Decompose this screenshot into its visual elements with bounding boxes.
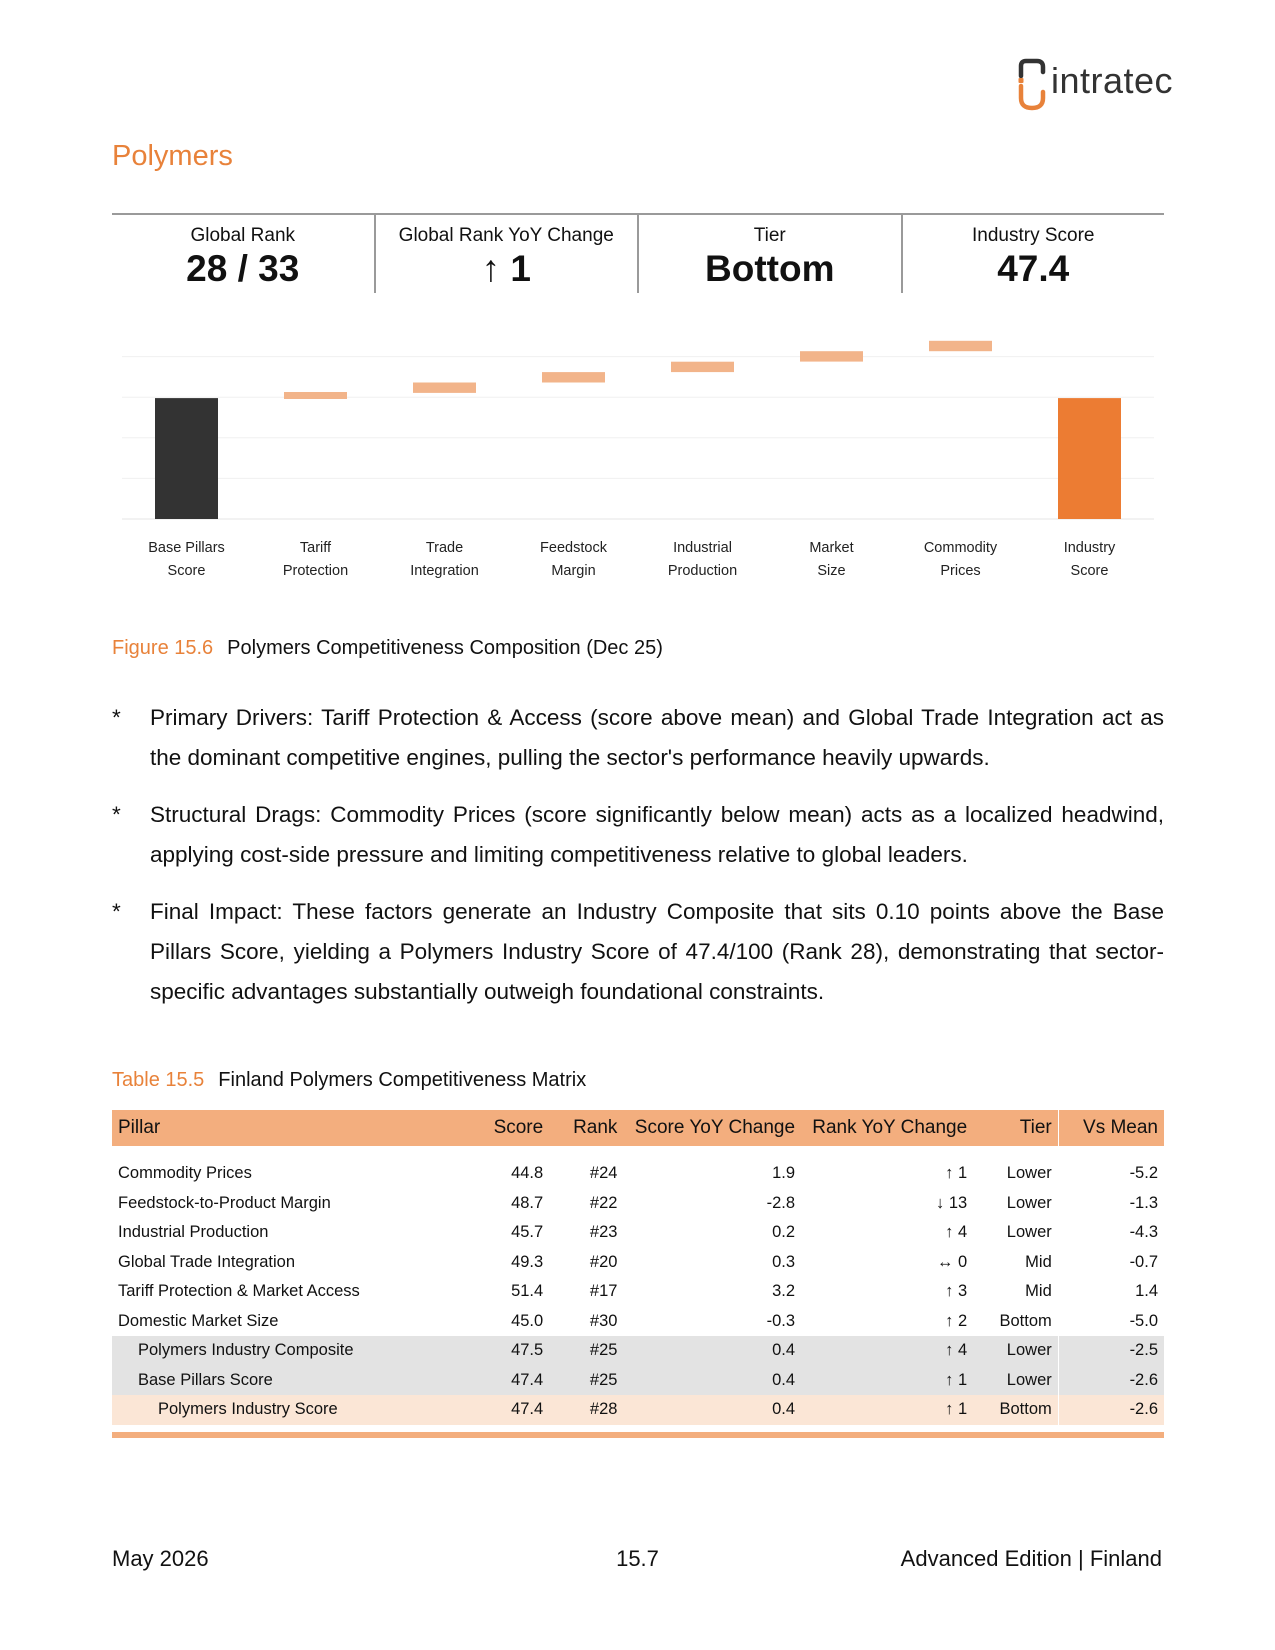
chart-category-label (668, 540, 737, 579)
cell-score-yoy: 3.2 (772, 1282, 796, 1301)
cell-tier: Bottom (973, 1395, 1058, 1425)
chart-step-bar (671, 362, 734, 372)
kpi-label: Tier (753, 225, 786, 246)
table-row-final-score (112, 1395, 1164, 1425)
cell-score-yoy: 0.4 (623, 1336, 801, 1366)
cell-vs-mean: -2.6 (1058, 1366, 1164, 1396)
cell-rank-yoy: ↑ 1 (801, 1395, 973, 1425)
chart-category-label (809, 540, 853, 579)
cell-score-yoy: 0.2 (772, 1223, 796, 1242)
logo-wordmark: intratec (1051, 60, 1174, 101)
cell-score-yoy: 0.3 (772, 1252, 796, 1271)
cell-tier: Lower (1006, 1223, 1052, 1242)
cell-pillar: Polymers Industry Score (112, 1395, 465, 1425)
cell-score: 45.7 (511, 1223, 544, 1242)
cell-vs-mean: -5.0 (1129, 1311, 1158, 1330)
section-title: Polymers (112, 140, 233, 172)
cell-tier: Bottom (999, 1311, 1052, 1330)
column-header: Pillar (118, 1117, 161, 1138)
kpi-global-rank (112, 215, 374, 293)
column-header: Score (493, 1117, 544, 1138)
kpi-label: Industry Score (972, 225, 1095, 246)
column-header: Rank YoY Change (812, 1117, 968, 1138)
cell-score-yoy: 0.4 (623, 1366, 801, 1396)
cell-score: 51.4 (511, 1282, 544, 1301)
chart-category-label (540, 540, 608, 579)
chart-category-label-line: Market (809, 540, 854, 556)
cell-pillar: Tariff Protection & Market Access (118, 1282, 360, 1301)
chart-category-label-line: Base Pillars (148, 540, 225, 556)
cell-tier: Mid (1025, 1252, 1052, 1271)
cell-score-yoy: -2.8 (766, 1193, 796, 1212)
bullet-marker: * (112, 802, 121, 827)
chart-category-label-line: Industrial (673, 540, 732, 556)
cell-score: 45.0 (511, 1311, 544, 1330)
chart-category-label-line: Production (667, 563, 738, 579)
cell-vs-mean: 1.4 (1135, 1282, 1158, 1301)
table-row (112, 1248, 1164, 1278)
kpi-value: ↑ 1 (481, 248, 531, 289)
kpi-industry-score (901, 215, 1165, 293)
cell-score: 48.7 (511, 1193, 544, 1212)
table-header-row (112, 1110, 1164, 1146)
footer-page-number: 15.7 (616, 1546, 659, 1571)
chart-category-label-line: Margin (551, 563, 596, 579)
waterfall-chart (112, 320, 1164, 610)
kpi-rank-yoy-change (374, 215, 638, 293)
chart-category-label-line: Score (167, 563, 206, 579)
table-number: Table 15.5 (112, 1069, 205, 1091)
chart-step-bar (284, 392, 347, 399)
bullet-marker: * (112, 899, 121, 924)
kpi-tier (637, 215, 901, 293)
cell-rank-yoy: ↑ 1 (801, 1366, 973, 1396)
cell-rank: #22 (589, 1193, 618, 1212)
bullet-item (112, 795, 1164, 875)
table-row-composite (112, 1336, 1164, 1366)
footer-date: May 2026 (112, 1546, 209, 1571)
table-bottom-rule (112, 1432, 1164, 1438)
cell-score: 47.4 (465, 1366, 550, 1396)
chart-category-label-line: Trade (425, 540, 464, 556)
chart-step-bar (413, 383, 476, 393)
bullet-text: Final Impact: These factors generate an Industry Composite that sits 0.10 points above the Base Pillars Score, yielding a Polymers Industry Score of 47.4/100 (Rank 28), demonstrating that sector-specific advantages substantially outweigh foundational constraints. (150, 899, 1164, 1004)
cell-rank: #25 (549, 1336, 623, 1366)
logo-mark-icon (1017, 58, 1053, 114)
cell-rank: #28 (549, 1395, 623, 1425)
cell-rank: #24 (589, 1164, 618, 1183)
figure-title: Polymers Competitiveness Composition (Dec 25) (227, 637, 663, 659)
chart-step-bar (800, 351, 863, 361)
figure-number: Figure 15.6 (112, 637, 214, 659)
kpi-value: 28 / 33 (186, 248, 300, 289)
bullet-list (112, 698, 1164, 1029)
table-row (112, 1189, 1164, 1219)
cell-rank: #20 (589, 1252, 618, 1271)
cell-rank-yoy: ↔ 0 (936, 1252, 968, 1271)
chart-category-label-line: Integration (410, 563, 479, 579)
table-row (112, 1159, 1164, 1189)
column-header: Score YoY Change (634, 1117, 796, 1138)
kpi-strip (112, 213, 1164, 293)
cell-vs-mean: -0.7 (1129, 1252, 1158, 1271)
table-row (112, 1277, 1164, 1307)
table-caption (112, 1069, 586, 1092)
kpi-value: Bottom (705, 248, 835, 289)
bullet-text: Primary Drivers: Tariff Protection & Access (score above mean) and Global Trade Integration act as the dominant competitive engines, pulling the sector's performance heavily upwards. (150, 705, 1164, 770)
column-header: Tier (1019, 1117, 1052, 1138)
cell-pillar: Commodity Prices (118, 1164, 252, 1183)
cell-tier: Lower (1006, 1164, 1052, 1183)
table-row (112, 1218, 1164, 1248)
table-title: Finland Polymers Competitiveness Matrix (218, 1069, 587, 1091)
cell-rank: #23 (589, 1223, 618, 1242)
kpi-label: Global Rank YoY Change (398, 225, 614, 246)
chart-step-bar (929, 341, 992, 351)
cell-rank: #30 (589, 1311, 618, 1330)
cell-rank-yoy: ↑ 4 (945, 1223, 968, 1242)
cell-rank-yoy: ↑ 1 (945, 1164, 968, 1183)
cell-pillar: Domestic Market Size (118, 1311, 279, 1330)
cell-pillar: Base Pillars Score (112, 1366, 465, 1396)
cell-score: 47.4 (465, 1395, 550, 1425)
cell-pillar: Global Trade Integration (118, 1252, 296, 1271)
chart-category-label (283, 540, 348, 579)
cell-rank: #17 (589, 1282, 618, 1301)
column-header: Vs Mean (1058, 1110, 1164, 1146)
chart-category-label-line: Size (817, 563, 846, 579)
bullet-item (112, 892, 1164, 1012)
cell-vs-mean: -2.5 (1058, 1336, 1164, 1366)
cell-rank-yoy: ↑ 3 (945, 1282, 968, 1301)
cell-tier: Lower (973, 1336, 1058, 1366)
cell-rank-yoy: ↑ 2 (945, 1311, 968, 1330)
chart-category-label-line: Commodity (923, 540, 998, 556)
chart-category-label (924, 540, 998, 579)
chart-category-label-line: Industry (1063, 540, 1116, 556)
chart-category-label (410, 540, 479, 579)
cell-score: 44.8 (511, 1164, 544, 1183)
cell-vs-mean: -4.3 (1129, 1223, 1158, 1242)
cell-pillar: Industrial Production (118, 1223, 269, 1242)
competitiveness-matrix-table (112, 1110, 1164, 1425)
cell-tier: Mid (1025, 1282, 1052, 1301)
cell-score: 49.3 (511, 1252, 544, 1271)
chart-category-label-line: Feedstock (540, 540, 607, 556)
figure-caption (112, 637, 663, 660)
chart-category-label-line: Protection (282, 563, 349, 579)
chart-category-label-line: Tariff (299, 540, 332, 556)
cell-vs-mean: -1.3 (1129, 1193, 1158, 1212)
intratec-logo (1017, 58, 1174, 114)
footer-edition: Advanced Edition | Finland (900, 1546, 1162, 1571)
cell-pillar: Feedstock-to-Product Margin (118, 1193, 331, 1212)
table-spacer (112, 1146, 1164, 1159)
cell-score-yoy: 0.4 (623, 1395, 801, 1425)
cell-score-yoy: 1.9 (772, 1164, 796, 1183)
chart-category-label-line: Score (1070, 563, 1109, 579)
table-row-composite (112, 1366, 1164, 1396)
kpi-label: Global Rank (190, 225, 296, 246)
table-row (112, 1307, 1164, 1337)
chart-step-bar (542, 372, 605, 382)
cell-vs-mean: -5.2 (1129, 1164, 1158, 1183)
bullet-item (112, 698, 1164, 778)
cell-score-yoy: -0.3 (766, 1311, 796, 1330)
bullet-marker: * (112, 705, 121, 730)
cell-rank-yoy: ↓ 13 (936, 1193, 968, 1212)
kpi-value: 47.4 (997, 248, 1070, 289)
chart-category-label (148, 540, 225, 579)
chart-total-bar (155, 398, 218, 519)
chart-category-label (1064, 540, 1116, 579)
cell-rank-yoy: ↑ 4 (801, 1336, 973, 1366)
chart-total-bar (1058, 398, 1121, 519)
cell-pillar: Polymers Industry Composite (112, 1336, 465, 1366)
cell-rank: #25 (549, 1366, 623, 1396)
cell-tier: Lower (973, 1366, 1058, 1396)
waterfall-chart-svg (112, 320, 1164, 610)
bullet-text: Structural Drags: Commodity Prices (score significantly below mean) acts as a localized headwind, applying cost-side pressure and limiting competitiveness relative to global leaders. (150, 802, 1164, 867)
chart-category-label-line: Prices (940, 563, 981, 579)
cell-score: 47.5 (465, 1336, 550, 1366)
cell-vs-mean: -2.6 (1058, 1395, 1164, 1425)
column-header: Rank (573, 1117, 618, 1138)
cell-tier: Lower (1006, 1193, 1052, 1212)
